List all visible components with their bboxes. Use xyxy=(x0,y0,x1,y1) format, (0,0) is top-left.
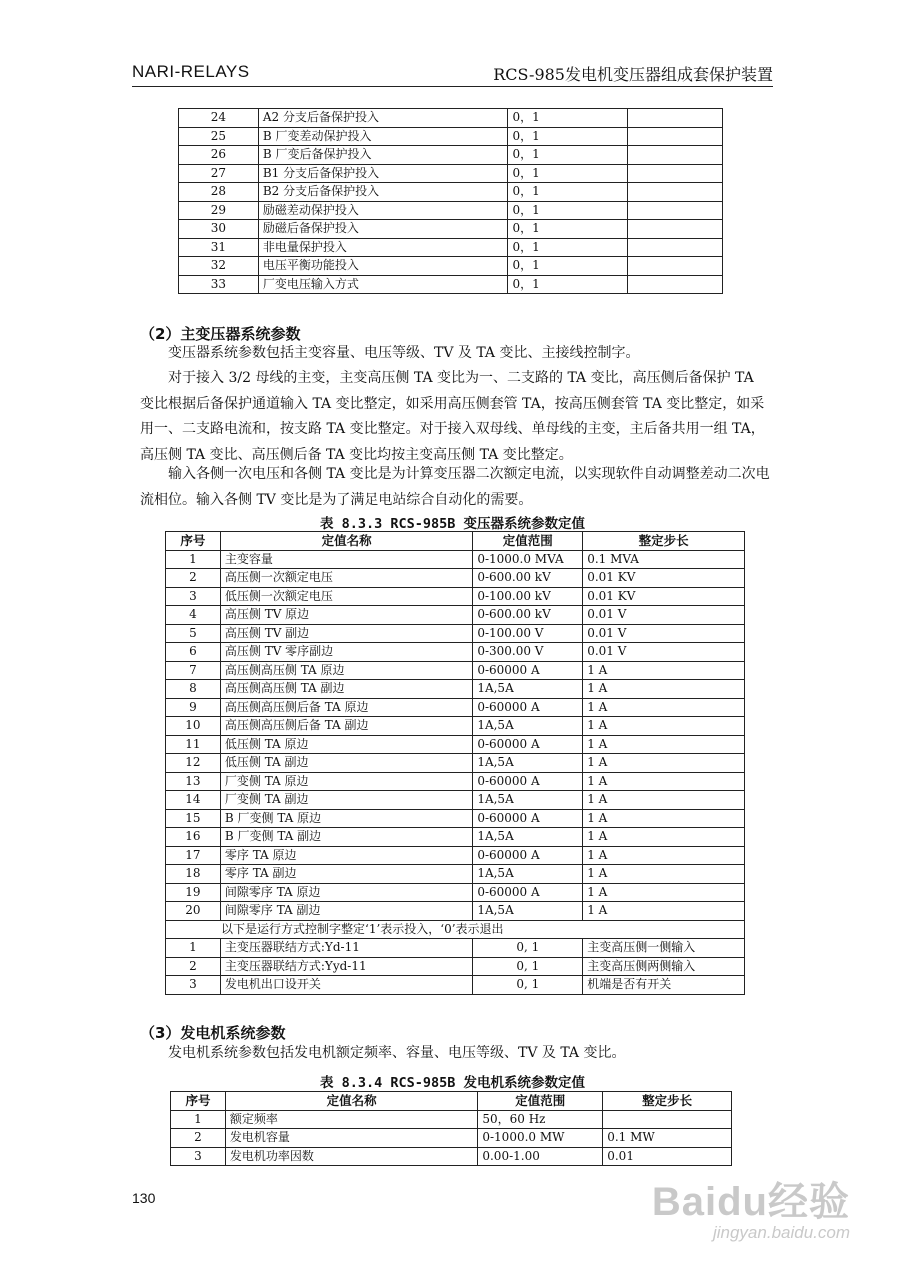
table-row xyxy=(179,201,723,220)
table-cell: 17 xyxy=(166,846,221,865)
table-row xyxy=(166,957,745,976)
table-cell: 间隙零序 TA 原边 xyxy=(220,883,472,902)
col-header-index: 序号 xyxy=(171,1092,226,1111)
table-cell: 0，1 xyxy=(508,238,628,257)
table-cell: 主变容量 xyxy=(220,550,472,569)
section3-heading: （3）发电机系统参数 xyxy=(140,1024,286,1042)
table-cell: 26 xyxy=(179,146,259,165)
table-cell: 0-600.00 kV xyxy=(473,569,583,588)
header-rule xyxy=(132,86,773,87)
table-cell: 0，1 xyxy=(508,257,628,276)
table-cell: 发电机容量 xyxy=(225,1129,477,1148)
table-row xyxy=(166,698,745,717)
col-header-name: 定值名称 xyxy=(225,1092,477,1111)
table-cell: 间隙零序 TA 副边 xyxy=(220,902,472,921)
table-cell xyxy=(628,164,723,183)
table-cell: 非电量保护投入 xyxy=(258,238,508,257)
table-cell: 2 xyxy=(166,957,221,976)
table-row xyxy=(179,238,723,257)
table-cell: 0, 1 xyxy=(473,976,583,995)
table-row xyxy=(166,883,745,902)
table-row xyxy=(166,939,745,958)
table-cell: 0.1 MVA xyxy=(583,550,745,569)
table-cell: 0-60000 A xyxy=(473,698,583,717)
table-cell: 1 A xyxy=(583,698,745,717)
table-row xyxy=(179,127,723,146)
table-cell: 1 A xyxy=(583,791,745,810)
table-cell: 27 xyxy=(179,164,259,183)
table-cell: 1 A xyxy=(583,809,745,828)
table-row xyxy=(166,846,745,865)
table-cell: 5 xyxy=(166,624,221,643)
table-cell: 额定频率 xyxy=(225,1110,477,1129)
table-cell: B2 分支后备保护投入 xyxy=(258,183,508,202)
table-cell xyxy=(628,127,723,146)
table-cell: 高压侧高压侧后备 TA 原边 xyxy=(220,698,472,717)
col-header-index: 序号 xyxy=(166,532,221,551)
table-cell: 高压侧 TV 副边 xyxy=(220,624,472,643)
table-cell: 20 xyxy=(166,902,221,921)
table-row xyxy=(166,772,745,791)
table-row xyxy=(179,220,723,239)
table-cell: 0-60000 A xyxy=(473,772,583,791)
table-cell: 零序 TA 副边 xyxy=(220,865,472,884)
table-cell xyxy=(628,109,723,128)
table-cell xyxy=(628,257,723,276)
table-cell: 高压侧高压侧 TA 原边 xyxy=(220,661,472,680)
table-cell: 28 xyxy=(179,183,259,202)
table-generator-params xyxy=(170,1091,732,1166)
table-cell: 0，1 xyxy=(508,220,628,239)
table-cell xyxy=(628,183,723,202)
table-cell: 机端是否有开关 xyxy=(583,976,745,995)
table-row xyxy=(166,791,745,810)
table-cell: 1A,5A xyxy=(473,865,583,884)
table-cell: 0.01 xyxy=(603,1147,732,1166)
table-cell: 1A,5A xyxy=(473,680,583,699)
table-protection-switches xyxy=(178,108,723,294)
table-row xyxy=(166,587,745,606)
table-cell: 高压侧一次额定电压 xyxy=(220,569,472,588)
table-row xyxy=(171,1110,732,1129)
table-cell: 励磁差动保护投入 xyxy=(258,201,508,220)
table-cell: 0, 1 xyxy=(473,939,583,958)
col-header-range: 定值范围 xyxy=(478,1092,603,1111)
table-cell: 厂变电压输入方式 xyxy=(258,275,508,294)
section2-para-3: 输入各侧一次电压和各侧 TA 变比是为计算变压器二次额定电流，以实现软件自动调整差动二次电流相位。输入各侧 TV 变比是为了满足电站综合自动化的需要。 xyxy=(140,466,770,508)
section2-heading: （2）主变压器系统参数 xyxy=(140,325,301,343)
table-cell: 1A,5A xyxy=(473,791,583,810)
table-cell: 2 xyxy=(166,569,221,588)
table-cell: 2 xyxy=(171,1129,226,1148)
table-cell: 低压侧 TA 副边 xyxy=(220,754,472,773)
table-row xyxy=(166,828,745,847)
table-cell: 0.1 MW xyxy=(603,1129,732,1148)
table-cell: 1 A xyxy=(583,846,745,865)
table-cell: 1 A xyxy=(583,828,745,847)
watermark xyxy=(652,1170,850,1243)
table-row xyxy=(179,146,723,165)
table-row xyxy=(166,735,745,754)
table-cell: B1 分支后备保护投入 xyxy=(258,164,508,183)
table-cell: 30 xyxy=(179,220,259,239)
table-cell: 高压侧高压侧后备 TA 副边 xyxy=(220,717,472,736)
table-cell: 24 xyxy=(179,109,259,128)
table-row xyxy=(166,717,745,736)
table-row xyxy=(166,680,745,699)
watermark-brand: Baidu经验 xyxy=(651,1180,850,1224)
table-cell: 0，1 xyxy=(508,146,628,165)
table-cell: 0，1 xyxy=(508,201,628,220)
table-cell: 0-1000.0 MW xyxy=(478,1129,603,1148)
table-cell: 0-60000 A xyxy=(473,735,583,754)
control-word-note: 以下是运行方式控制字整定‘1’表示投入，‘0’表示退出 xyxy=(166,920,745,939)
watermark-url: jingyan.baidu.com xyxy=(712,1223,850,1242)
table-row xyxy=(179,275,723,294)
table-cell: 0.01 KV xyxy=(583,569,745,588)
table-cell: 零序 TA 原边 xyxy=(220,846,472,865)
table-cell: 0-60000 A xyxy=(473,883,583,902)
table-cell: 1A,5A xyxy=(473,717,583,736)
table-cell: 0-100.00 kV xyxy=(473,587,583,606)
table-row xyxy=(179,109,723,128)
table-cell: 9 xyxy=(166,698,221,717)
table-cell: 12 xyxy=(166,754,221,773)
table-cell: B 厂变差动保护投入 xyxy=(258,127,508,146)
table-cell: 高压侧 TV 零序副边 xyxy=(220,643,472,662)
table-cell: 0.01 V xyxy=(583,606,745,625)
table-cell: 16 xyxy=(166,828,221,847)
table-cell: 31 xyxy=(179,238,259,257)
table-cell: 低压侧 TA 原边 xyxy=(220,735,472,754)
col-header-range: 定值范围 xyxy=(473,532,583,551)
table-cell: 0.01 KV xyxy=(583,587,745,606)
table-cell: 主变高压侧一侧输入 xyxy=(583,939,745,958)
table-cell: 0，1 xyxy=(508,275,628,294)
table-cell: 主变压器联结方式:Yyd-11 xyxy=(220,957,472,976)
table-cell: 1 A xyxy=(583,717,745,736)
table-cell: 1 A xyxy=(583,735,745,754)
table-cell: 0-60000 A xyxy=(473,661,583,680)
table-row xyxy=(179,257,723,276)
table-cell: 1A,5A xyxy=(473,902,583,921)
table-row xyxy=(179,183,723,202)
table-cell: 1 A xyxy=(583,772,745,791)
table-cell: 19 xyxy=(166,883,221,902)
table-row xyxy=(179,164,723,183)
table-cell: 1A,5A xyxy=(473,754,583,773)
table-cell: 11 xyxy=(166,735,221,754)
table-row xyxy=(166,865,745,884)
table-cell: B 厂变侧 TA 原边 xyxy=(220,809,472,828)
table-cell: 1 xyxy=(166,939,221,958)
table-cell: 0，1 xyxy=(508,127,628,146)
table-row xyxy=(171,1129,732,1148)
table-cell: 1 A xyxy=(583,883,745,902)
table-transformer-params xyxy=(165,531,745,995)
table-cell: 1 A xyxy=(583,754,745,773)
table-cell xyxy=(603,1110,732,1129)
header-brand: NARI-RELAYS xyxy=(132,62,250,81)
table-cell: 10 xyxy=(166,717,221,736)
table-cell: 低压侧一次额定电压 xyxy=(220,587,472,606)
table-cell: 1 A xyxy=(583,661,745,680)
table-cell: 高压侧 TV 原边 xyxy=(220,606,472,625)
table-cell: 0-60000 A xyxy=(473,809,583,828)
table-cell: 0.01 V xyxy=(583,643,745,662)
table-row xyxy=(166,976,745,995)
section2-para-1: 变压器系统参数包括主变容量、电压等级、TV 及 TA 变比、主接线控制字。 xyxy=(168,345,640,361)
header-title: RCS-985发电机变压器组成套保护装置 xyxy=(493,65,773,84)
table-cell: 0，1 xyxy=(508,109,628,128)
table-cell xyxy=(628,220,723,239)
table-cell: 主变高压侧两侧输入 xyxy=(583,957,745,976)
table-cell: 0，1 xyxy=(508,164,628,183)
table-cell: B 厂变侧 TA 副边 xyxy=(220,828,472,847)
table-row xyxy=(166,624,745,643)
table-cell: 13 xyxy=(166,772,221,791)
table-cell: 29 xyxy=(179,201,259,220)
table-cell: 15 xyxy=(166,809,221,828)
table-cell: 25 xyxy=(179,127,259,146)
table-cell: 7 xyxy=(166,661,221,680)
table-cell: 1 A xyxy=(583,902,745,921)
table-cell: 电压平衡功能投入 xyxy=(258,257,508,276)
table-cell: B 厂变后备保护投入 xyxy=(258,146,508,165)
table-cell: 1A,5A xyxy=(473,828,583,847)
table-cell xyxy=(628,275,723,294)
table-cell: 3 xyxy=(166,587,221,606)
col-header-step: 整定步长 xyxy=(603,1092,732,1111)
table-cell: 4 xyxy=(166,606,221,625)
table-row xyxy=(166,550,745,569)
table-cell: 0-100.00 V xyxy=(473,624,583,643)
table-cell: 0-600.00 kV xyxy=(473,606,583,625)
table-cell: 高压侧高压侧 TA 副边 xyxy=(220,680,472,699)
table-cell: A2 分支后备保护投入 xyxy=(258,109,508,128)
table-cell: 励磁后备保护投入 xyxy=(258,220,508,239)
table-row xyxy=(166,661,745,680)
table-cell: 厂变侧 TA 副边 xyxy=(220,791,472,810)
table-cell xyxy=(628,146,723,165)
table-cell xyxy=(628,201,723,220)
table-cell: 33 xyxy=(179,275,259,294)
table-cell: 3 xyxy=(171,1147,226,1166)
table-caption-8-3-3: 表 8.3.3 RCS-985B 变压器系统参数定值 xyxy=(319,516,586,532)
page-number: 130 xyxy=(132,1190,156,1206)
table-cell: 发电机功率因数 xyxy=(225,1147,477,1166)
table-cell: 1 A xyxy=(583,680,745,699)
table-cell: 0，1 xyxy=(508,183,628,202)
table-cell: 发电机出口设开关 xyxy=(220,976,472,995)
table-cell: 50，60 Hz xyxy=(478,1110,603,1129)
table-cell: 18 xyxy=(166,865,221,884)
table-cell: 1 xyxy=(166,550,221,569)
table-row xyxy=(166,902,745,921)
table-cell: 0.01 V xyxy=(583,624,745,643)
table-cell: 0-60000 A xyxy=(473,846,583,865)
table-cell: 主变压器联结方式:Yd-11 xyxy=(220,939,472,958)
table-cell: 0.00-1.00 xyxy=(478,1147,603,1166)
table-cell: 1 A xyxy=(583,865,745,884)
table-caption-8-3-4: 表 8.3.4 RCS-985B 发电机系统参数定值 xyxy=(319,1075,586,1091)
table-cell: 0-1000.0 MVA xyxy=(473,550,583,569)
table-cell: 3 xyxy=(166,976,221,995)
col-header-name: 定值名称 xyxy=(220,532,472,551)
table-cell: 6 xyxy=(166,643,221,662)
col-header-step: 整定步长 xyxy=(583,532,745,551)
table-row xyxy=(166,754,745,773)
table-cell: 0-300.00 V xyxy=(473,643,583,662)
table-cell: 32 xyxy=(179,257,259,276)
table-row xyxy=(166,643,745,662)
section3-para: 发电机系统参数包括发电机额定频率、容量、电压等级、TV 及 TA 变比。 xyxy=(168,1045,626,1061)
table-cell: 8 xyxy=(166,680,221,699)
table-row xyxy=(166,809,745,828)
table-cell: 厂变侧 TA 原边 xyxy=(220,772,472,791)
table-cell: 14 xyxy=(166,791,221,810)
section2-para-2: 对于接入 3/2 母线的主变，主变高压侧 TA 变比为一、二支路的 TA 变比，高压侧后备保护 TA 变比根据后备保护通道输入 TA 变比整定，如采用高压侧套管 TA，按高压侧套管 TA 变比整定，如采用一、二支路电流和，按支路 TA 变比整定。对于接入双母线、单母线的主变，主后备共用一组 TA，高压侧 TA 变比、高压侧后备 TA 变比均按主变高压侧 TA 变比整定。 xyxy=(140,370,765,463)
table-row xyxy=(171,1147,732,1166)
table-row xyxy=(166,606,745,625)
table-cell xyxy=(628,238,723,257)
table-cell: 1 xyxy=(171,1110,226,1129)
table-cell: 0, 1 xyxy=(473,957,583,976)
table-row xyxy=(166,569,745,588)
table-note-row xyxy=(166,920,745,939)
